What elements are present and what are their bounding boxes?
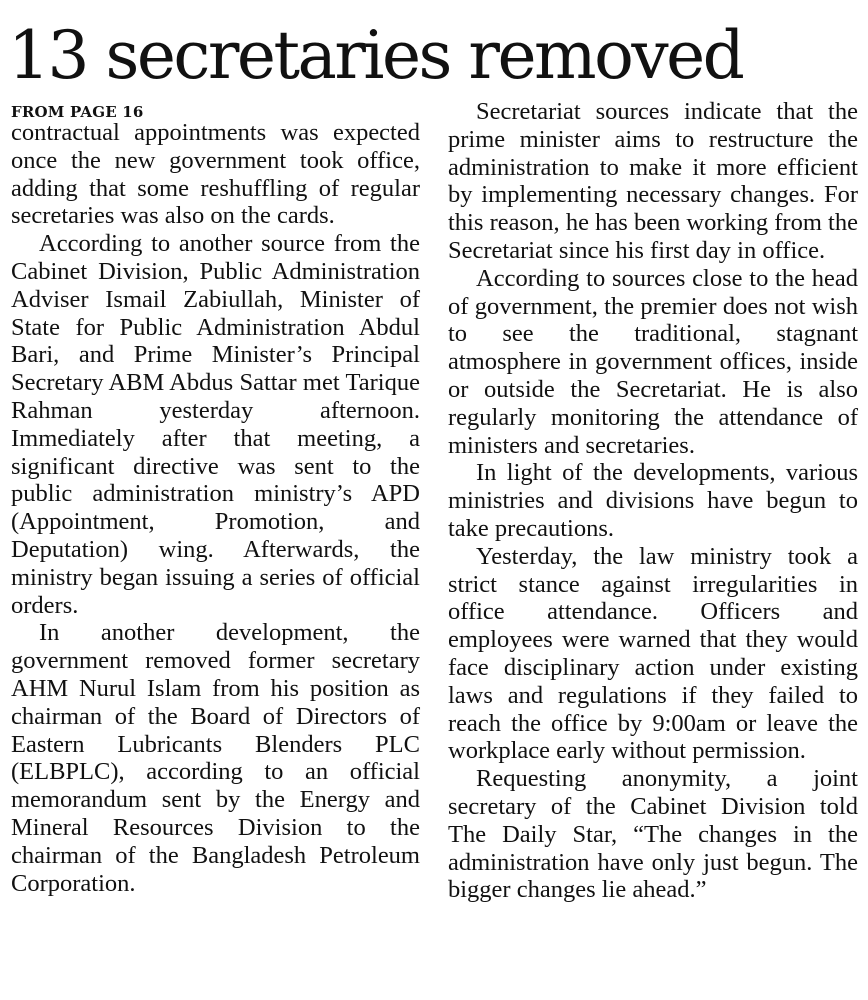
article-paragraph: According to another source from the Cabinet Division, Public Administration Adviser Ismail Zabiullah, Minister of State for Public Administration Abdul Bari, and Prime Minister’s Principal Secretary ABM Abdus Sattar met Tarique Rahman yesterday afternoon. Immediately after that meeting, a significant directive was sent to the public administration ministry’s APD (Appointment, Promotion, and Deputation) wing. Afterwards, the ministry began issuing a series of official orders. xyxy=(11,230,420,619)
article-paragraph: Yesterday, the law ministry took a strict stance against irregularities in office attendance. Officers and employees were warned that they would face disciplinary action under existing laws and regulations if they failed to reach the office by 9:00am or leave the workplace early without permission. xyxy=(448,542,858,765)
article-paragraph: Secretariat sources indicate that the prime minister aims to restructure the administration to make it more efficient by implementing necessary changes. For this reason, he has been working from the Secretariat since his first day in office. xyxy=(448,98,858,264)
article-paragraph: According to sources close to the head of government, the premier does not wish to see the traditional, stagnant atmosphere in government offices, inside or outside the Secretariat. He is also regularly monitoring the attendance of ministers and secretaries. xyxy=(448,264,858,459)
article-paragraph: Requesting anonymity, a joint secretary of the Cabinet Division told The Daily Star, “The changes in the administration have only just begun. The bigger changes lie ahead.” xyxy=(448,765,858,904)
article-headline: 13 secretaries removed xyxy=(8,17,743,94)
article-column-left xyxy=(11,98,420,897)
article-paragraph: In light of the developments, various ministries and divisions have begun to take precautions. xyxy=(448,459,858,542)
article-paragraph: contractual appointments was expected once the new government took office, adding that some reshuffling of regular secretaries was also on the cards. xyxy=(11,119,420,230)
article-paragraph: In another development, the government removed former secretary AHM Nurul Islam from his position as chairman of the Board of Directors of Eastern Lubricants Blenders PLC (ELBPLC), according to an official memorandum sent by the Energy and Mineral Resources Division to the chairman of the Bangladesh Petroleum Corporation. xyxy=(11,619,420,897)
article-column-right xyxy=(448,98,858,904)
continuation-label: FROM PAGE 16 xyxy=(11,103,144,121)
